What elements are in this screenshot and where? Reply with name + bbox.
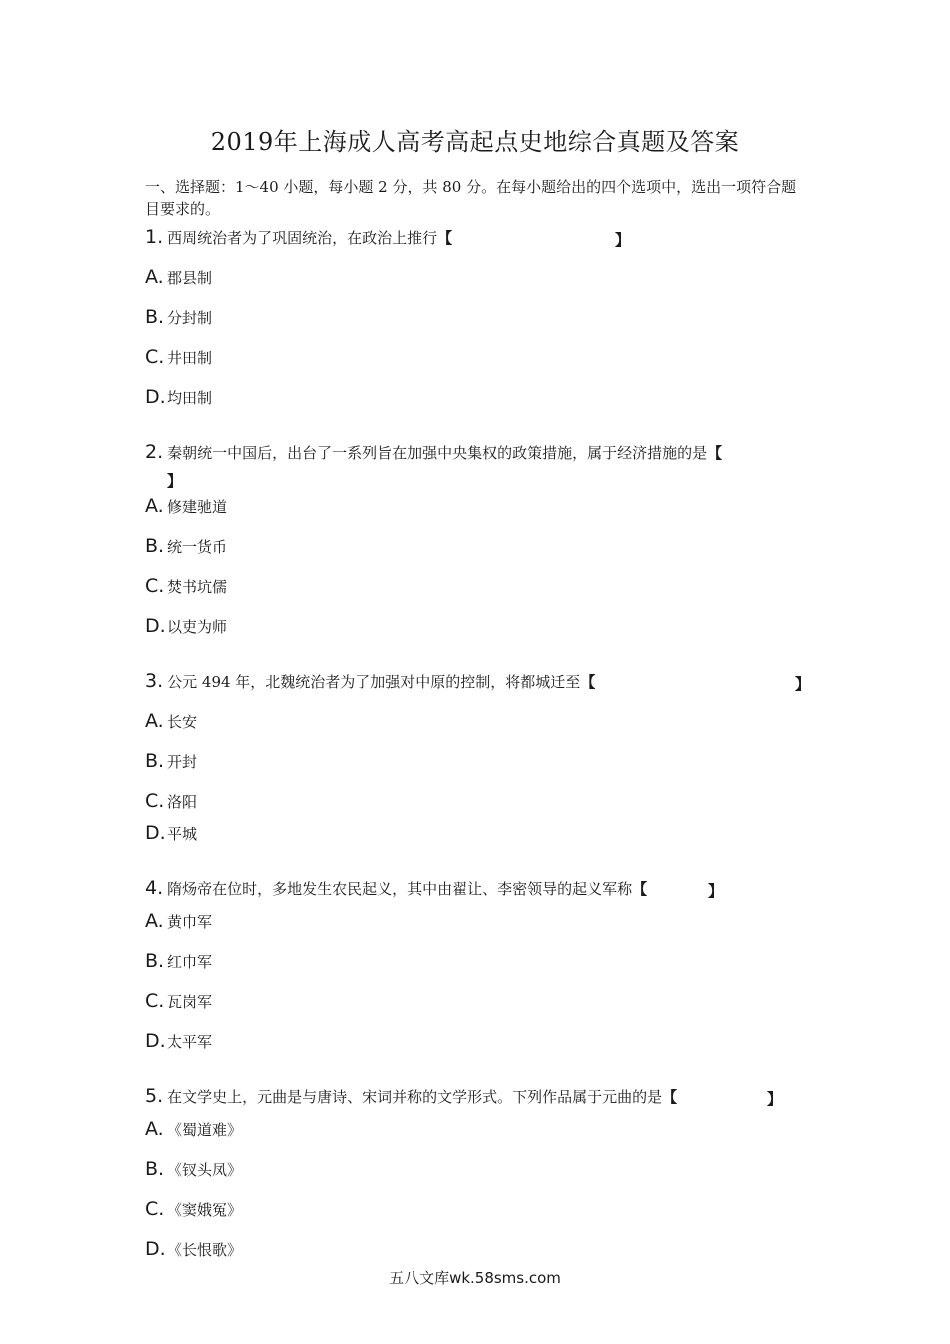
question-number: 2.: [145, 441, 164, 463]
question-stem: 隋炀帝在位时，多地发生农民起义，其中由翟让、李密领导的起义军称: [167, 880, 633, 898]
answer-bracket-open: 【: [632, 880, 648, 898]
option-c: [145, 1198, 242, 1220]
option-text: 统一货币: [167, 538, 228, 556]
option-text: 瓦岗军: [167, 993, 213, 1011]
option-a: [145, 910, 212, 932]
option-text: 平城: [167, 825, 198, 843]
option-label: D.: [145, 1238, 166, 1260]
answer-bracket-open: 【: [662, 1088, 678, 1106]
option-label: B.: [145, 535, 165, 557]
option-label: B.: [145, 750, 165, 772]
option-label: D.: [145, 615, 166, 637]
page-title: 2019年上海成人高考高起点史地综合真题及答案: [210, 128, 740, 156]
question-3: [145, 670, 595, 692]
answer-bracket-close: 】: [767, 1090, 783, 1108]
option-a: [145, 1118, 242, 1140]
answer-bracket-close: 】: [167, 472, 183, 490]
question-stem: 秦朝统一中国后，出台了一系列旨在加强中央集权的政策措施，属于经济措施的是: [167, 444, 708, 462]
option-b: [145, 306, 212, 328]
option-c: [145, 346, 212, 368]
answer-bracket-close: 】: [708, 882, 724, 900]
option-text: 《长恨歌》: [167, 1241, 243, 1259]
option-label: B.: [145, 1158, 165, 1180]
option-d: [145, 1030, 212, 1052]
section-intro: 一、选择题：1～40 小题，每小题 2 分，共 80 分。在每小题给出的四个选项中，选出一项符合题目要求的。: [145, 178, 797, 218]
answer-bracket-close: 】: [795, 675, 811, 693]
option-label: B.: [145, 950, 165, 972]
question-stem: 西周统治者为了巩固统治，在政治上推行: [167, 229, 438, 247]
answer-bracket-open: 【: [580, 673, 596, 691]
option-text: 洛阳: [167, 793, 198, 811]
question-stem: 在文学史上，元曲是与唐诗、宋词并称的文学形式。下列作品属于元曲的是: [167, 1088, 663, 1106]
option-label: A.: [145, 910, 164, 932]
answer-bracket-open: 【: [707, 444, 723, 462]
option-label: C.: [145, 1198, 165, 1220]
question-number: 5.: [145, 1085, 164, 1107]
answer-bracket-open: 【: [437, 229, 453, 247]
option-b: [145, 750, 197, 772]
option-text: 均田制: [167, 389, 213, 407]
option-label: A.: [145, 710, 164, 732]
question-number: 3.: [145, 670, 164, 692]
option-c: [145, 790, 197, 812]
option-label: A.: [145, 1118, 164, 1140]
option-a: [145, 266, 212, 288]
option-a: [145, 710, 197, 732]
option-text: 开封: [167, 753, 198, 771]
option-label: D.: [145, 822, 166, 844]
option-label: B.: [145, 306, 165, 328]
option-label: A.: [145, 495, 164, 517]
option-text: 以吏为师: [167, 618, 228, 636]
question-number: 1.: [145, 226, 164, 248]
option-text: 《蜀道难》: [167, 1121, 243, 1139]
question-5: [145, 1085, 677, 1107]
question-2: [145, 441, 722, 463]
footer-watermark: 五八文库wk.58sms.com: [389, 1269, 561, 1287]
option-text: 《窦娥冤》: [167, 1201, 243, 1219]
option-text: 郡县制: [167, 269, 213, 287]
option-text: 分封制: [167, 309, 213, 327]
answer-bracket-close: 】: [615, 231, 631, 249]
option-text: 焚书坑儒: [167, 578, 228, 596]
question-4: [145, 877, 647, 899]
option-b: [145, 1158, 242, 1180]
option-d: [145, 822, 197, 844]
question-1: [145, 226, 452, 248]
option-c: [145, 575, 227, 597]
option-text: 修建驰道: [167, 498, 228, 516]
option-d: [145, 386, 212, 408]
option-label: C.: [145, 575, 165, 597]
option-label: C.: [145, 790, 165, 812]
option-label: A.: [145, 266, 164, 288]
option-label: D.: [145, 386, 166, 408]
option-b: [145, 535, 227, 557]
option-text: 黄巾军: [167, 913, 213, 931]
option-b: [145, 950, 212, 972]
option-label: C.: [145, 346, 165, 368]
option-label: C.: [145, 990, 165, 1012]
option-text: 《钗头凤》: [167, 1161, 243, 1179]
option-c: [145, 990, 212, 1012]
option-text: 红巾军: [167, 953, 213, 971]
option-d: [145, 1238, 242, 1260]
option-d: [145, 615, 227, 637]
question-number: 4.: [145, 877, 164, 899]
option-a: [145, 495, 227, 517]
option-text: 井田制: [167, 349, 213, 367]
option-label: D.: [145, 1030, 166, 1052]
option-text: 长安: [167, 713, 198, 731]
question-stem: 公元 494 年，北魏统治者为了加强对中原的控制，将都城迁至: [167, 673, 581, 691]
option-text: 太平军: [167, 1033, 213, 1051]
